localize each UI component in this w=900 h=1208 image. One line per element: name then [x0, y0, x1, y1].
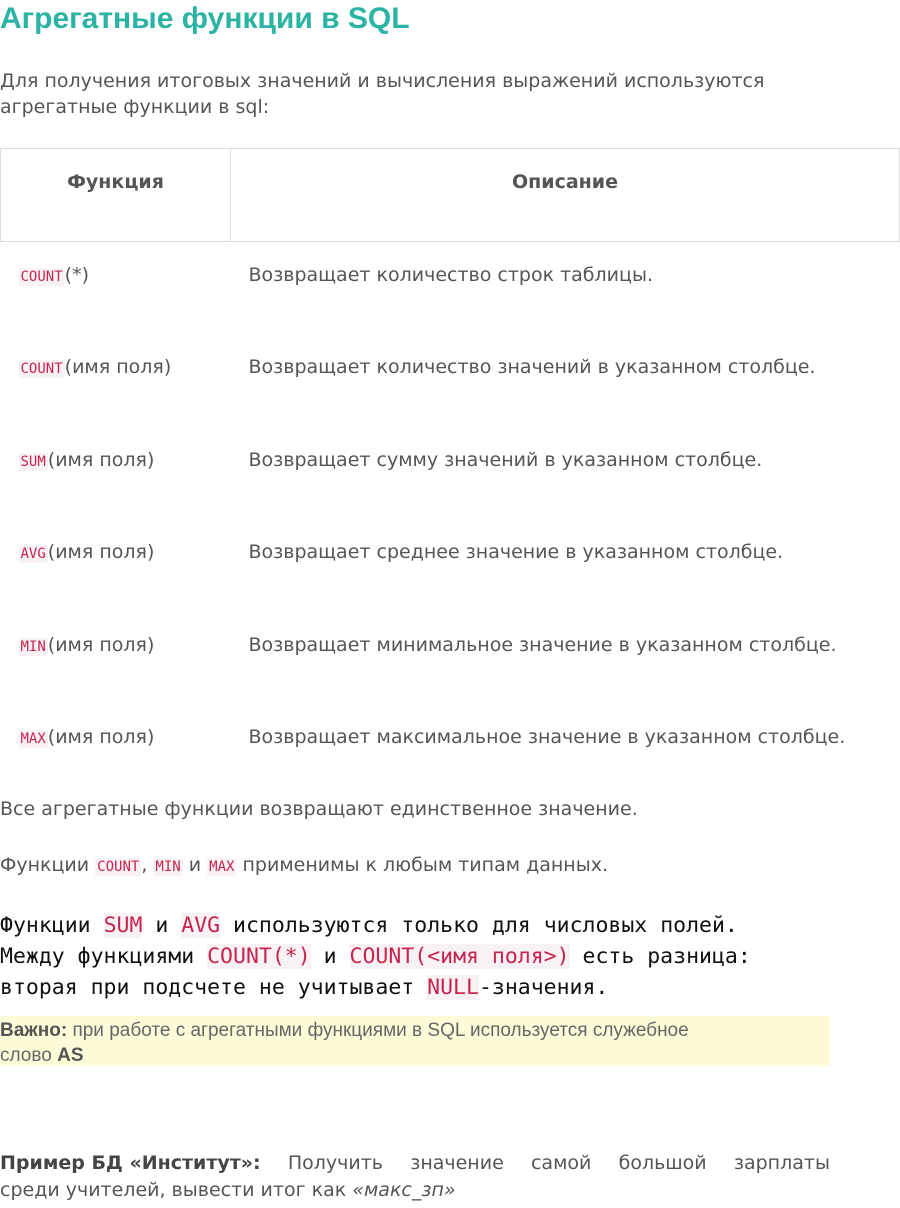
mono-line-3: вторая при подсчете не учитывает NULL-значения.: [0, 975, 609, 1000]
example-line-1: Пример БД «Институт»: Получить значение самой большой зарплаты: [0, 1150, 830, 1177]
count-code: COUNT: [97, 859, 140, 875]
mono-line-2: Между функциями COUNT(*) и COUNT(<имя поля>) есть разница:: [0, 944, 751, 969]
min-code: MIN: [155, 859, 181, 875]
numeric-fields-paragraph: [0, 910, 830, 1003]
function-arg: (имя поля): [47, 541, 155, 563]
description-cell: Возвращает количество значений в указанном столбце.: [248, 356, 816, 378]
table-row: [1, 427, 900, 520]
function-cell: [1, 612, 231, 705]
function-arg: (имя поля): [47, 726, 155, 748]
intro-paragraph: [0, 68, 816, 120]
function-arg: (имя поля): [64, 356, 172, 378]
function-cell: [1, 704, 231, 797]
description-cell: Возвращает минимальное значение в указанном столбце.: [248, 633, 837, 656]
sum-code: SUM: [103, 913, 143, 938]
function-code: COUNT: [20, 269, 63, 285]
functions-table: [0, 148, 900, 797]
table-row: [1, 612, 900, 705]
function-arg: (имя поля): [47, 633, 155, 656]
example-line-2: среди учителей, вывести итог как «макс_зп»: [0, 1179, 456, 1201]
function-code: MAX: [20, 731, 46, 747]
count-field-code: COUNT(<имя поля>): [349, 944, 570, 969]
single-value-paragraph: Все агрегатные функции возвращают единственное значение.: [0, 798, 638, 820]
function-arg: (*): [64, 264, 89, 286]
header-function: Функция: [1, 149, 231, 242]
description-cell: Возвращает сумму значений в указанном столбце.: [248, 448, 763, 471]
table-row: [1, 242, 900, 335]
example-label: Пример БД «Институт»:: [0, 1152, 261, 1174]
null-code: NULL: [427, 975, 479, 1000]
function-cell: [1, 334, 231, 427]
function-code: COUNT: [20, 361, 63, 377]
function-code: AVG: [20, 546, 46, 562]
avg-code: AVG: [181, 913, 221, 938]
description-cell: Возвращает количество строк таблицы.: [248, 264, 653, 286]
note-label: Важно:: [0, 1020, 68, 1041]
intro-line-2: агрегатные функции в sql:: [0, 96, 270, 118]
description-cell: Возвращает максимальное значение в указанном столбце.: [248, 726, 846, 748]
note-line-1: Важно: при работе с агрегатными функциями в SQL используется служебное: [0, 1020, 689, 1041]
max-code: MAX: [209, 859, 235, 875]
header-description: Описание: [231, 149, 900, 242]
function-cell: [1, 519, 231, 612]
mono-line-1: Функции SUM и AVG используются только для числовых полей.: [0, 913, 738, 938]
alias-name: «макс_зп»: [352, 1179, 456, 1201]
important-note: [0, 1016, 830, 1066]
function-arg: (имя поля): [47, 448, 155, 471]
count-star-code: COUNT(*): [207, 944, 311, 969]
function-cell: [1, 427, 231, 520]
table-row: [1, 334, 900, 427]
table-header-row: [1, 149, 900, 242]
table-row: [1, 704, 900, 797]
types-paragraph: Функции COUNT , MIN и MAX применимы к любым типам данных.: [0, 854, 609, 876]
function-code: SUM: [20, 453, 46, 470]
intro-line-1: Для получения итоговых значений и вычисления выражений используются: [0, 70, 765, 92]
function-cell: [1, 242, 231, 335]
note-line-2: слово AS: [0, 1045, 84, 1066]
example-paragraph: [0, 1150, 830, 1204]
description-cell: Возвращает среднее значение в указанном столбце.: [248, 541, 784, 563]
function-code: MIN: [20, 638, 46, 655]
page-title: Агрегатные функции в SQL: [0, 2, 410, 35]
as-keyword: AS: [57, 1045, 84, 1066]
table-row: [1, 519, 900, 612]
